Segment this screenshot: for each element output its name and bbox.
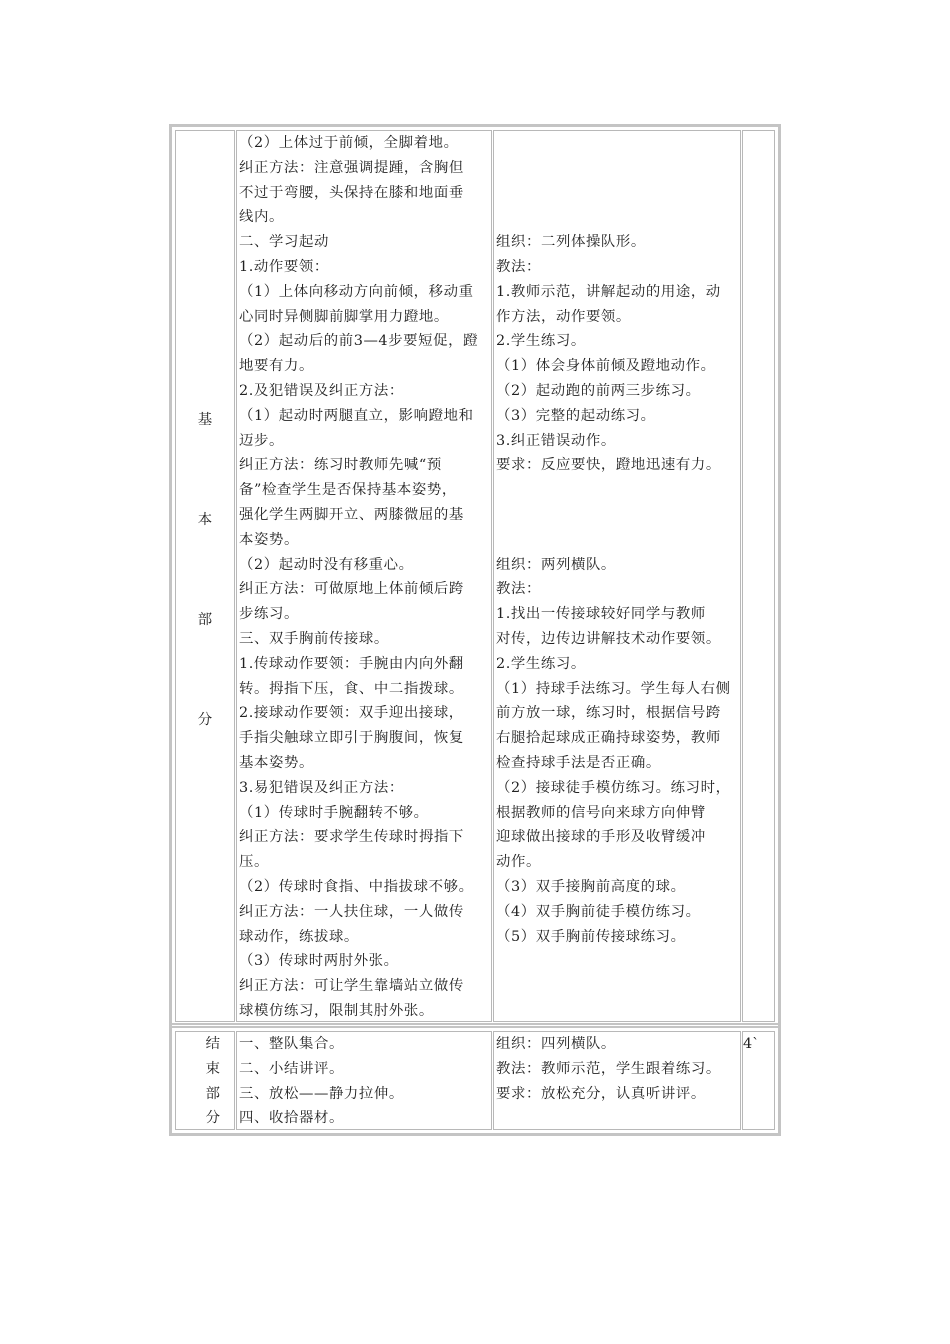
content-line: 心同时异侧脚前脚掌用力蹬地。 <box>239 308 449 325</box>
content-line: （2）上体过于前倾，全脚着地。 <box>239 135 459 151</box>
main-method-cell <box>493 130 741 1022</box>
method-line: （1）持球手法练习。学生每人右侧 <box>496 680 731 697</box>
content-line: 三、放松——静力拉伸。 <box>239 1085 404 1102</box>
end-label-char-4: 分 <box>205 1110 220 1127</box>
main-time-cell <box>742 130 775 1022</box>
content-line: （1）起动时两腿直立，影响蹬地和 <box>239 407 474 424</box>
end-label-char-3: 部 <box>205 1085 220 1102</box>
method-line: 1.找出一传接球较好同学与教师 <box>496 606 706 623</box>
content-line: 球模仿练习，限制其肘外张。 <box>239 1002 434 1019</box>
end-label-char-1: 结 <box>205 1036 220 1052</box>
main-content-cell <box>236 130 492 1022</box>
content-line: 三、双手胸前传接球。 <box>239 630 389 647</box>
method-line: 迎球做出接球的手形及收臂缓冲 <box>496 829 706 846</box>
content-line: 手指尖触球立即引于胸腹间，恢复 <box>239 730 464 747</box>
method-line: 组织：四列横队。 <box>496 1036 616 1052</box>
content-line: 基本姿势。 <box>239 754 314 771</box>
method-line <box>496 131 740 156</box>
content-line: 纠正方法：一人扶住球，一人做传 <box>239 903 464 920</box>
method-line <box>496 528 740 553</box>
end-section-row <box>172 1028 778 1133</box>
end-content-cell <box>236 1031 492 1130</box>
method-line: （3）完整的起动练习。 <box>496 407 656 424</box>
content-line: 2.接球动作要领：双手迎出接球， <box>239 705 464 722</box>
main-content-text <box>239 131 491 1024</box>
content-line: 纠正方法：注意强调提踵，含胸但 <box>239 159 464 176</box>
end-method-cell <box>493 1031 741 1130</box>
method-line: 3.纠正错误动作。 <box>496 432 616 449</box>
method-line: 教法： <box>496 581 541 598</box>
method-line: 根据教师的信号向来球方向伸臂 <box>496 804 706 821</box>
content-line: （2）起动时没有移重心。 <box>239 556 414 573</box>
content-line: 转。拇指下压，食、中二指拨球。 <box>239 680 464 697</box>
method-line: 作方法，动作要领。 <box>496 308 631 325</box>
method-line: 教法：教师示范，学生跟着练习。 <box>496 1060 721 1077</box>
end-content-text <box>239 1032 491 1131</box>
content-line: 本姿势。 <box>239 531 299 548</box>
method-line: 2.学生练习。 <box>496 333 586 350</box>
content-line: 压。 <box>239 854 269 871</box>
main-section-label-cell <box>175 130 235 1022</box>
content-line: 备”检查学生是否保持基本姿势， <box>239 482 457 499</box>
method-line: （4）双手胸前徒手模仿练习。 <box>496 903 701 920</box>
content-line: 纠正方法：要求学生传球时拇指下 <box>239 829 464 846</box>
method-line <box>496 478 740 503</box>
content-line: （2）起动后的前3—4步要短促，蹬 <box>239 333 479 350</box>
method-line: 1.教师示范，讲解起动的用途，动 <box>496 283 721 300</box>
method-line <box>496 156 740 181</box>
method-line: （2）接球徒手模仿练习。练习时， <box>496 779 731 796</box>
main-label-char-3: 部 <box>197 612 213 628</box>
end-time-cell <box>742 1031 775 1130</box>
end-method-text <box>496 1032 740 1106</box>
method-line <box>496 181 740 206</box>
content-line: （1）传球时手腕翻转不够。 <box>239 804 429 821</box>
method-line: 组织：二列体操队形。 <box>496 234 646 251</box>
end-section-label-cell <box>175 1031 235 1130</box>
method-line: 要求：反应要快，蹬地迅速有力。 <box>496 457 721 474</box>
method-line <box>496 503 740 528</box>
content-line: 线内。 <box>239 209 284 226</box>
method-line: 要求：放松充分，认真听讲评。 <box>496 1085 706 1102</box>
end-time-value: 4` <box>743 1036 760 1052</box>
content-line: 1.动作要领： <box>239 258 329 275</box>
main-section-row <box>172 127 778 1025</box>
method-line: 教法： <box>496 258 541 275</box>
method-line <box>496 205 740 230</box>
content-line: 1.传球动作要领：手腕由内向外翻 <box>239 655 464 672</box>
main-method-text <box>496 131 740 949</box>
content-line: 纠正方法：可做原地上体前倾后跨 <box>239 581 464 598</box>
method-line: 右腿拾起球成正确持球姿势，教师 <box>496 730 721 747</box>
content-line: （3）传球时两肘外张。 <box>239 953 399 970</box>
main-label-char-4: 分 <box>197 712 213 728</box>
content-line: 步练习。 <box>239 606 299 623</box>
content-line: 纠正方法：可让学生靠墙站立做传 <box>239 978 464 995</box>
method-line: 对传，边传边讲解技术动作要领。 <box>496 630 721 647</box>
main-label-char-2: 本 <box>197 512 213 528</box>
content-line: 纠正方法：练习时教师先喊“预 <box>239 457 442 474</box>
content-line: 地要有力。 <box>239 358 314 375</box>
main-label-char-1: 基 <box>197 412 213 428</box>
content-line: 球动作，练拔球。 <box>239 928 359 945</box>
content-line: 强化学生两脚开立、两膝微屈的基 <box>239 506 464 523</box>
method-line: 检查持球手法是否正确。 <box>496 754 661 771</box>
method-line: （1）体会身体前倾及蹬地动作。 <box>496 358 716 375</box>
content-line: 四、收拾器材。 <box>239 1110 344 1127</box>
content-line: （1）上体向移动方向前倾，移动重 <box>239 283 474 300</box>
content-line: 二、学习起动 <box>239 234 329 251</box>
lesson-plan-table <box>169 124 781 1136</box>
content-line: （2）传球时食指、中指拔球不够。 <box>239 878 474 895</box>
content-line: 一、整队集合。 <box>239 1036 344 1052</box>
method-line: （2）起动跑的前两三步练习。 <box>496 382 701 399</box>
method-line: 2.学生练习。 <box>496 655 586 672</box>
content-line: 3.易犯错误及纠正方法： <box>239 779 404 796</box>
method-line: 前方放一球，练习时，根据信号跨 <box>496 705 721 722</box>
method-line: 组织：两列横队。 <box>496 556 616 573</box>
content-line: 不过于弯腰，头保持在膝和地面垂 <box>239 184 464 201</box>
content-line: 2.及犯错误及纠正方法： <box>239 382 404 399</box>
content-line: 二、小结讲评。 <box>239 1060 344 1077</box>
content-line: 迈步。 <box>239 432 284 449</box>
end-label-char-2: 束 <box>205 1060 220 1077</box>
method-line: 动作。 <box>496 854 541 871</box>
method-line: （3）双手接胸前高度的球。 <box>496 878 686 895</box>
method-line: （5）双手胸前传接球练习。 <box>496 928 686 945</box>
